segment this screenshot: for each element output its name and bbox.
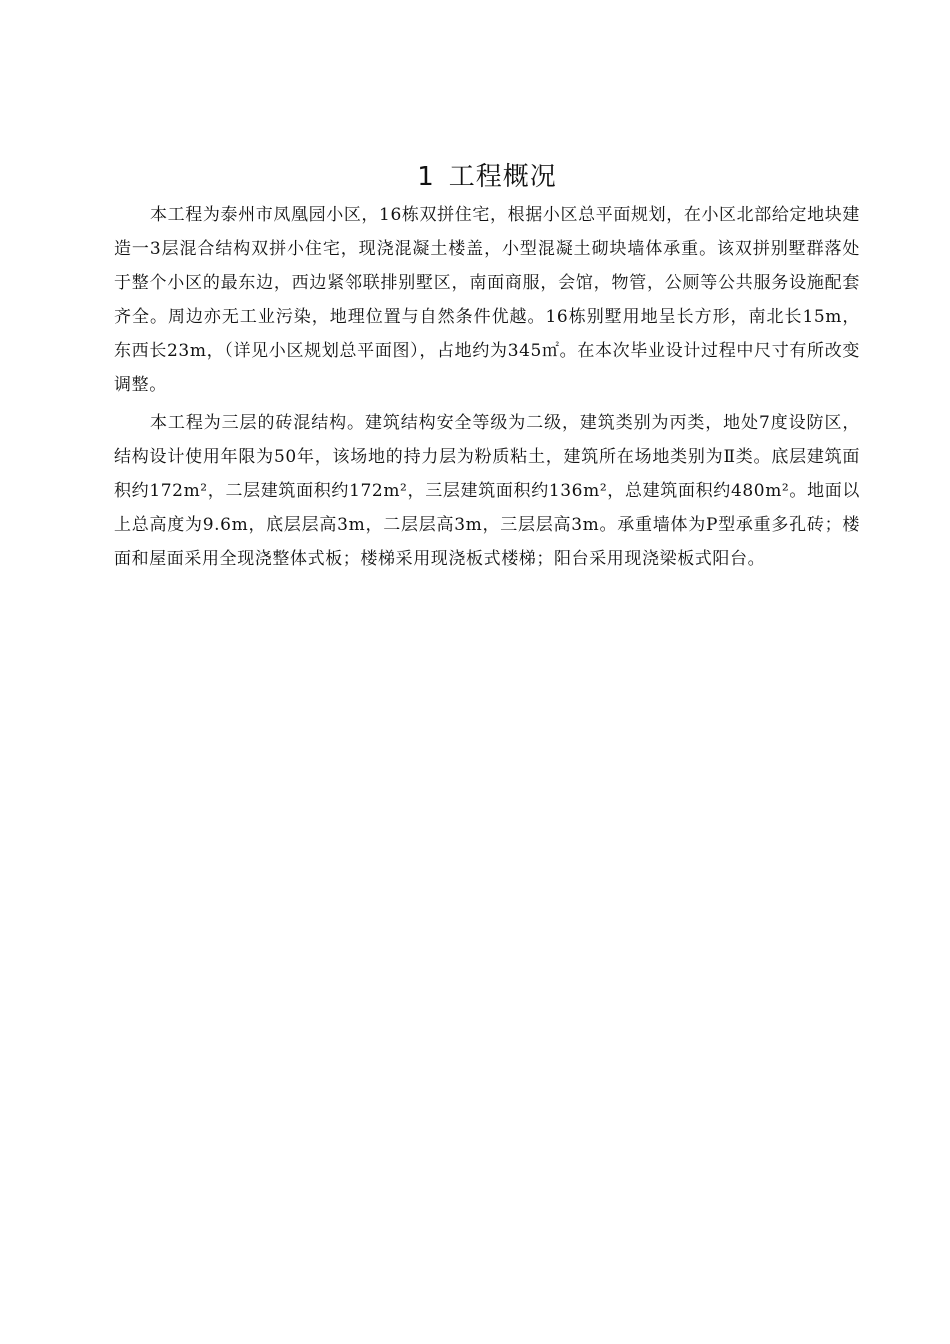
section-number: 1 <box>417 162 435 192</box>
paragraph-overview: 本工程为泰州市凤凰园小区，16栋双拼住宅，根据小区总平面规划，在小区北部给定地块建造一3层混合结构双拼小住宅，现浇混凝土楼盖，小型混凝土砌块墙体承重。该双拼别墅群落处于整个小区的最东边，西边紧邻联排别墅区，南面商服，会馆，物管，公厕等公共服务设施配套齐全。周边亦无工业污染，地理位置与自然条件优越。16栋别墅用地呈长方形，南北长15m，东西长23m，（详见小区规划总平面图），占地约为345㎡。在本次毕业设计过程中尺寸有所改变调整。 <box>114 205 860 395</box>
paragraph-structure: 本工程为三层的砖混结构。建筑结构安全等级为二级，建筑类别为丙类，地处7度设防区，结构设计使用年限为50年，该场地的持力层为粉质粘土，建筑所在场地类别为Ⅱ类。底层建筑面积约172m²，二层建筑面积约172m²，三层建筑面积约136m²，总建筑面积约480m²。地面以上总高度为9.6m，底层层高3m，二层层高3m，三层层高3m。承重墙体为P型承重多孔砖；楼面和屋面采用全现浇整体式板；楼梯采用现浇板式楼梯；阳台采用现浇梁板式阳台。 <box>114 413 860 569</box>
section-heading <box>114 158 860 196</box>
document-body <box>114 158 860 576</box>
section-title: 工程概况 <box>448 162 557 192</box>
